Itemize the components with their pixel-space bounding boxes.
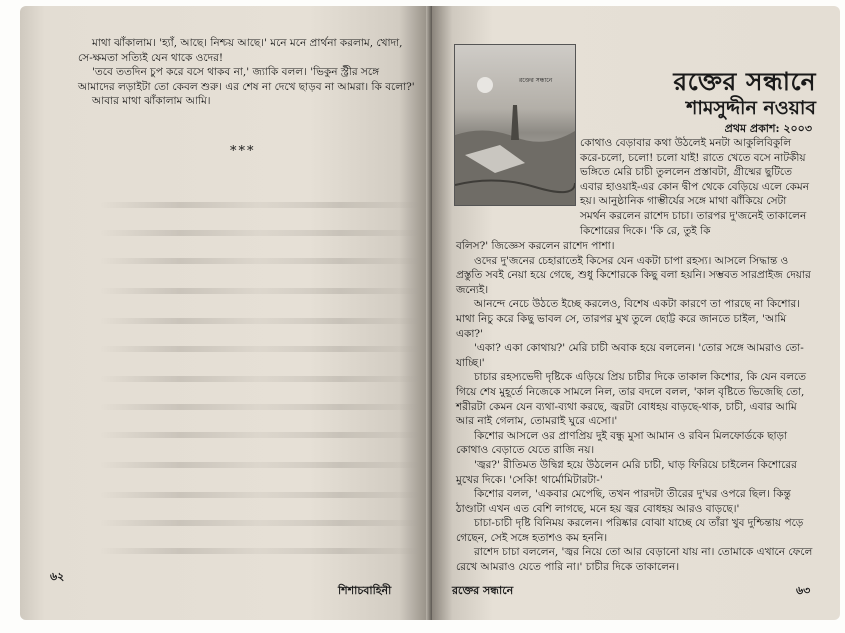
story-title: রক্তের সন্ধানে [673,67,816,96]
right-paragraph: বলিস?' জিজ্ঞেস করলেন রাশেদ পাশা। [456,240,615,252]
story-author: শামসুদ্দীন নওয়াব [686,97,816,119]
cover-illustration [455,45,575,205]
bleed-through-line [100,492,420,498]
left-page [20,6,432,620]
right-page-text [456,239,814,575]
first-published: প্রথম প্রকাশ: ২০০৩ [724,122,812,135]
right-paragraph: ওদের দু'জনের চেহারাতেই কিসের যেন একটা চাপা রহস্য। আসলে সিদ্ধান্ত ও প্রস্তুতি সবই নেয়া হয়ে গেছে, শুধু কিশোরকে কিছু বলা হয়নি। সম্ভবত সারপ্রাইজ দেয়ার জন্যেই। [456,254,811,296]
left-paragraph: আবার মাথা ঝাঁকালাম আমি। [92,95,211,108]
bleed-through-line [100,230,420,236]
page-number: ৬২ [50,570,65,583]
page-number: ৬৩ [796,584,811,597]
bleed-through-line [100,432,420,438]
bleed-through-line [100,318,420,324]
wrapped-text [580,136,814,238]
left-page-text [78,36,418,109]
right-paragraph: রাশেদ চাচা বললেন, 'জ্বর নিয়ে তো আর বেড়ানো যায় না। তোমাকে এখানে ফেলে রেখে আমরাও যেতে পারি না।' চাচীর দিকে তাকালেন। [456,546,813,574]
bleed-through-line [100,202,420,208]
section-separator: *** [230,144,256,159]
bleed-through-line [100,520,420,526]
cover-caption: রক্তের সন্ধানে [519,77,553,84]
bleed-through-line [100,288,420,294]
bleed-through-line [100,346,420,352]
bleed-through-line [100,376,420,382]
running-footer: শিশাচবাহিনী [338,584,392,597]
open-book [20,6,840,620]
left-paragraph: 'তবে ততদিন চুপ করে বসে থাকব না,' জ্যাকি বলল। 'ভিকুন স্ট্রীর সঙ্গে আমাদের লড়াইটা তো কেবল শুরু। এর শেষ না দেখে ছাড়ব না আমরা। কি বলো?' [78,66,415,93]
bleed-through-line [100,462,420,468]
right-paragraph: কোথাও বেড়াবার কথা উঠলেই মনটা আকুলিবিকুলি করে-চলো, চলো! চলো যাই! রাতে খেতে বসে নাটকীয় ভঙ্গিতে মেরি চাচী তুললেন প্রস্তাবটা, গ্রীষ্মের ছুটিতে এবার হাওয়াই-এর কোন দ্বীপ থেকে বেড়িয়ে এলে কেমন হয়। আনুষ্ঠানিক গাম্ভীর্যের সঙ্গে মাথা ঝাঁকিয়ে সেটা সমর্থন করলেন রাশেদ চাচা। তারপর দু'জনেই তাকালেন কিশোরের দিকে। 'কি রে, তুই কি [580,137,809,237]
right-paragraph: 'জ্বর?' রীতিমত উদ্বিগ্ন হয়ে উঠলেন মেরি চাচী, ঘাড় ফিরিয়ে চাইলেন কিশোরের মুখের দিকে। 'সেকি! থার্মোমিটারটা-' [456,458,797,486]
bleed-through-line [100,404,420,410]
cover-image [454,44,576,206]
right-paragraph: চাচার রহস্যভেদী দৃষ্টিকে এড়িয়ে প্রিয় চাচীর দিকে তাকাল কিশোর, কি যেন বলতে গিয়ে শেষ মুহূর্তে নিজেকে সামলে নিল, তার বদলে বলল, 'কাল বৃষ্টিতে ভিজেছি তো, শরীরটা কেমন যেন ব্যথা-ব্যথা করছে, জ্বরটা বোধহয় বাড়ছে-থাক, চাচী, এবার আমি আর নাই গেলাম, তোমরাই ঘুরে এসো।' [456,371,807,428]
left-paragraph: মাথা ঝাঁকালাম। 'হ্যাঁ, আছে। নিশ্চয় আছে।' মনে মনে প্রার্থনা করলাম, খোদা, সে-ক্ষমতা সত্যিই যেন থাকে ওদের! [78,37,403,64]
right-paragraph: চাচা-চাচী দৃষ্টি বিনিময় করলেন। পরিষ্কার বোঝা যাচ্ছে যে তাঁরা খুব দুশ্চিন্তায় পড়ে গেছেন, সেই সঙ্গে হতাশও কম হননি। [456,517,804,544]
running-footer: রক্তের সন্ধানে [452,584,514,597]
right-paragraph: কিশোর আসলে ওর প্রাণপ্রিয় দুই বন্ধু মুসা আমান ও রবিন মিলফোর্ডকে ছাড়া কোথাও বেড়াতে যেতে রাজি নয়। [456,429,788,457]
right-paragraph: কিশোর বলল, 'একবার মেপেছি, তখন পারদটা তীরের দু'ঘর ওপরে ছিল। কিন্তু ঠাণ্ডাটা এখন এত বেশি লাগছে, মনে হয় জ্বর বোধহয় আরও বাড়ছে।' [456,488,791,515]
bleed-through-line [100,548,420,554]
right-page [432,6,840,620]
right-paragraph: 'একা? একা কোথায়?' মেরি চাচী অবাক হয়ে বললেন। 'তোর সঙ্গে আমরাও তো-যাচ্ছি।' [456,342,804,369]
right-paragraph: আনন্দে নেচে উঠতে ইচ্ছে করলেও, বিশেষ একটা কারণে তা পারছে না কিশোর। মাথা নিচু করে কিছু ভাবল সে, তারপর মুখ তুলে ছোট্ট করে জানতে চাইল, 'আমি একা?' [456,298,801,340]
bleed-through-line [100,258,420,264]
